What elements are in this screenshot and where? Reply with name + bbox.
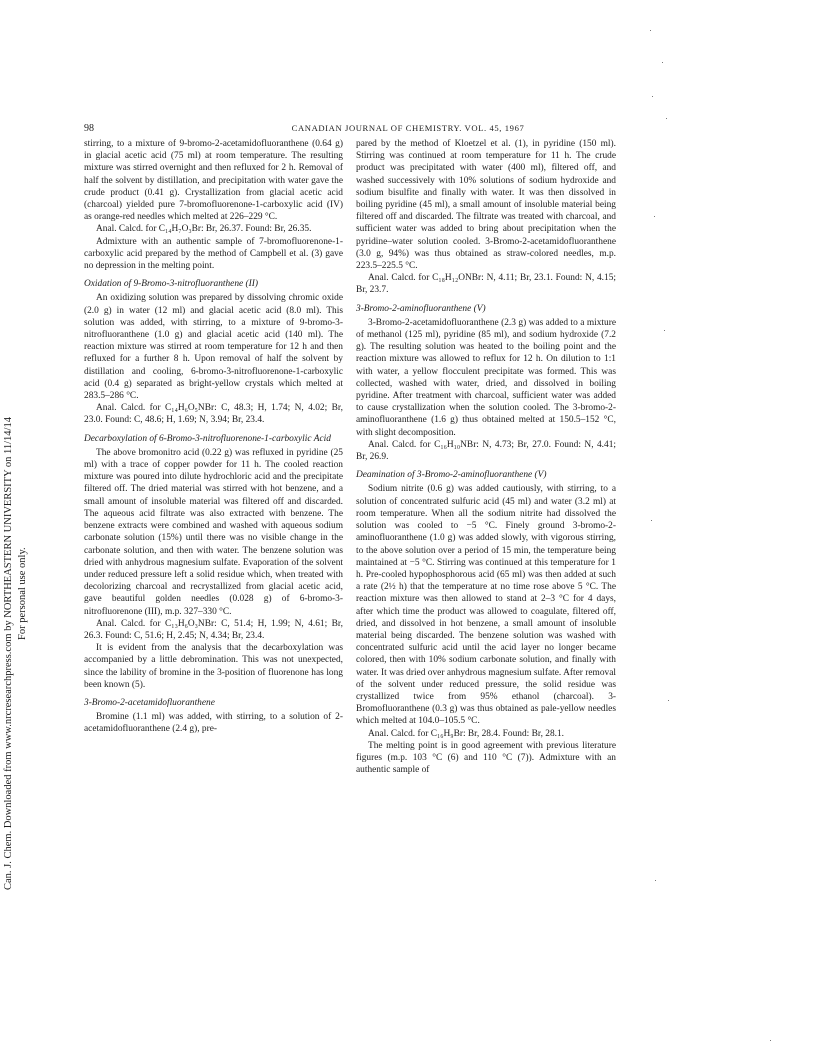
running-head: CANADIAN JOURNAL OF CHEMISTRY. VOL. 45, 1967	[291, 123, 525, 133]
paragraph: Sodium nitrite (0.6 g) was added cautiously, with stirring, to a solution of concentrated sulfuric acid (45 ml) and water (3.2 ml) at room temperature. When all the sodium nitrite had dissolved the solution was cooled to −5 °C. Finely ground 3-bromo-2-aminofluoranthene (1.0 g) was added slowly, with vigorous stirring, to the above solution over a period of 15 min, the temperature being maintained at −5 °C. Stirring was continued at this temperature for 1 h. Pre-cooled hypophosphorous acid (65 ml) was then added at such a rate (2½ h) that the temperature at no time rose above 5 °C. The reaction mixture was then allowed to stand at 2–3 °C for 4 days, after which time the product was allowed to coagulate, filtered off, dried, and dissolved in hot benzene, a small amount of insoluble material being discarded. The benzene solution was washed with concentrated sulfuric acid until the acid layer no longer became colored, then with 10% sodium carbonate solution, and finally with water. It was dried over anhydrous magnesium sulfate. After removal of the solvent under reduced pressure, the solid residue was crystallized twice from 95% ethanol (charcoal). 3-Bromofluoranthene (0.3 g) was thus obtained as pale-yellow needles which melted at 104.0–105.5 °C.	[356, 484, 616, 727]
analysis-line: Anal. Calcd. for C₁₈H₁₂ONBr: N, 4.11; Br, 23.1. Found: N, 4.15; Br, 23.7.	[356, 273, 616, 296]
paragraph: pared by the method of Kloetzel et al. (1), in pyridine (150 ml). Stirring was continued at room temperature for 11 h. The crude product was precipitated with water (400 ml), filtered off, and washed successively with 10% solutions of sodium hydroxide and sodium bisulfite and finally with water. It was then dissolved in boiling pyridine (45 ml), a small amount of insoluble material being filtered off and discarded. The filtrate was treated with charcoal, and sufficient water was added to bring about precipitation when the pyridine–water solution cooled. 3-Bromo-2-acetamidofluoranthene (3.0 g, 94%) was thus obtained as straw-colored needles, m.p. 223.5–225.5 °C.	[356, 139, 616, 272]
paragraph: The above bromonitro acid (0.22 g) was refluxed in pyridine (25 ml) with a trace of copper powder for 11 h. The cooled reaction mixture was poured into dilute hydrochloric acid and the precipitate filtered off. The dried material was stirred with hot benzene, and a small amount of insoluble material was filtered off and discarded. The aqueous acid filtrate was also extracted with benzene. The benzene extracts were combined and washed with aqueous sodium carbonate solution (15%) until there was no visible change in the carbonate solution, and then with water. The benzene solution was dried with anhydrous magnesium sulfate. Evaporation of the solvent under reduced pressure left a solid residue which, when treated with decolorizing charcoal and recrystallized from glacial acetic acid, gave beautiful golden needles (0.028 g) of 6-bromo-3-nitrofluorenone (III), m.p. 327–330 °C.	[84, 447, 343, 617]
paragraph: 3-Bromo-2-acetamidofluoranthene (2.3 g) was added to a mixture of methanol (125 ml), pyridine (85 ml), and sodium hydroxide (7.2 g). The resulting solution was heated to the boiling point and the reaction mixture was allowed to reflux for 12 h. On dilution to 1:1 with water, a yellow flocculent precipitate was formed. This was collected, washed with water, dried, and dissolved in boiling pyridine. After treatment with charcoal, sufficient water was added to cause crystallization when the solution cooled. The 3-bromo-2-aminofluoranthene (1.6 g) thus obtained melted at 150.5–152 °C, with slight decomposition.	[356, 317, 616, 438]
analysis-line: Anal. Calcd. for C₁₆H₉Br: Br, 28.4. Found: Br, 28.1.	[368, 728, 565, 739]
analysis-line: Anal. Calcd. for C₁₄H₇O₃Br: Br, 26.37. Found: Br, 26.35.	[96, 224, 312, 235]
analysis-line: Anal. Calcd. for C₁₆H₁₀NBr: N, 4.73; Br, 27.0. Found: N, 4.41; Br, 26.9.	[356, 439, 616, 463]
paragraph: It is evident from the analysis that the decarboxylation was accompanied by a little debromination. This was not unexpected, since the lability of bromine in the 3-position of fluorenone has long been known (5).	[84, 643, 343, 690]
scan-speck	[770, 1040, 771, 1041]
scan-speck	[668, 700, 669, 701]
paragraph: The melting point is in good agreement with previous literature figures (m.p. 103 °C (6) and 110 °C (7)). Admixture with an authentic sample of	[356, 740, 616, 776]
section-heading: Oxidation of 9-Bromo-3-nitrofluoranthene (II)	[84, 279, 259, 290]
right-column	[356, 138, 616, 776]
section-heading: 3-Bromo-2-aminofluoranthene (V)	[356, 303, 486, 314]
scan-speck	[662, 62, 663, 63]
scan-speck	[655, 880, 656, 881]
analysis-line: Anal. Calcd. for C₁₄H₆O₅NBr: C, 48.3; H, 1.74; N, 4.02; Br, 23.0. Found: C, 48.6; H, 1.69; N, 3.94; Br, 23.4.	[84, 403, 343, 426]
paragraph: Bromine (1.1 ml) was added, with stirring, to a solution of 2-acetamidofluoranthene (2.4 g), pre-	[84, 712, 343, 735]
scan-speck	[652, 96, 653, 97]
page-number: 98	[84, 123, 94, 134]
scan-speck	[650, 30, 651, 31]
scan-speck	[654, 216, 655, 217]
scan-speck	[666, 118, 667, 119]
paragraph: Admixture with an authentic sample of 7-bromofluorenone-1-carboxylic acid prepared by the method of Campbell et al. (3) gave no depression in the melting point.	[84, 236, 343, 272]
left-column	[84, 138, 343, 736]
section-heading: 3-Bromo-2-acetamidofluoranthene	[84, 697, 215, 708]
scan-speck	[664, 330, 665, 331]
analysis-line: Anal. Calcd. for C₁₃H₆O₃NBr: C, 51.4; H, 1.99; N, 4.61; Br, 26.3. Found: C, 51.6; H, 2.45; N, 4.34; Br, 23.4.	[84, 618, 343, 641]
paragraph: An oxidizing solution was prepared by dissolving chromic oxide (2.0 g) in water (12 ml) and glacial acetic acid (8.0 ml). This solution was added, with stirring, to a mixture of 9-bromo-3-nitrofluoranthene (1.0 g) and glacial acetic acid (140 ml). The reaction mixture was stirred at room temperature for 12 h and then refluxed for a further 8 h. Upon removal of half the solvent by distillation and cooling, 6-bromo-3-nitrofluorenone-1-carboxylic acid (0.4 g) separated as bright-yellow crystals which melted at 283.5–286 °C.	[84, 293, 343, 402]
scan-speck	[651, 520, 652, 521]
paragraph: stirring, to a mixture of 9-bromo-2-acetamidofluoranthene (0.64 g) in glacial acetic acid (75 ml) at room temperature. The resulting mixture was stirred overnight and then refluxed for 2 h. Removal of half the solvent by distillation, and precipitation with water gave the crude product (0.41 g). Crystallization from glacial acetic acid (charcoal) yielded pure 7-bromofluorenone-1-carboxylic acid (IV) as orange-red needles which melted at 226–229 °C.	[84, 139, 343, 223]
section-heading: Deamination of 3-Bromo-2-aminofluoranthene (V)	[356, 470, 547, 481]
personal-use-notice: For personal use only.	[17, 547, 28, 640]
section-heading: Decarboxylation of 6-Bromo-3-nitrofluorenone-1-carboxylic Acid	[84, 433, 331, 444]
download-notice: Can. J. Chem. Downloaded from www.nrcresearchpress.com by NORTHEASTERN UNIVERSITY on 11/14/14	[3, 417, 14, 890]
